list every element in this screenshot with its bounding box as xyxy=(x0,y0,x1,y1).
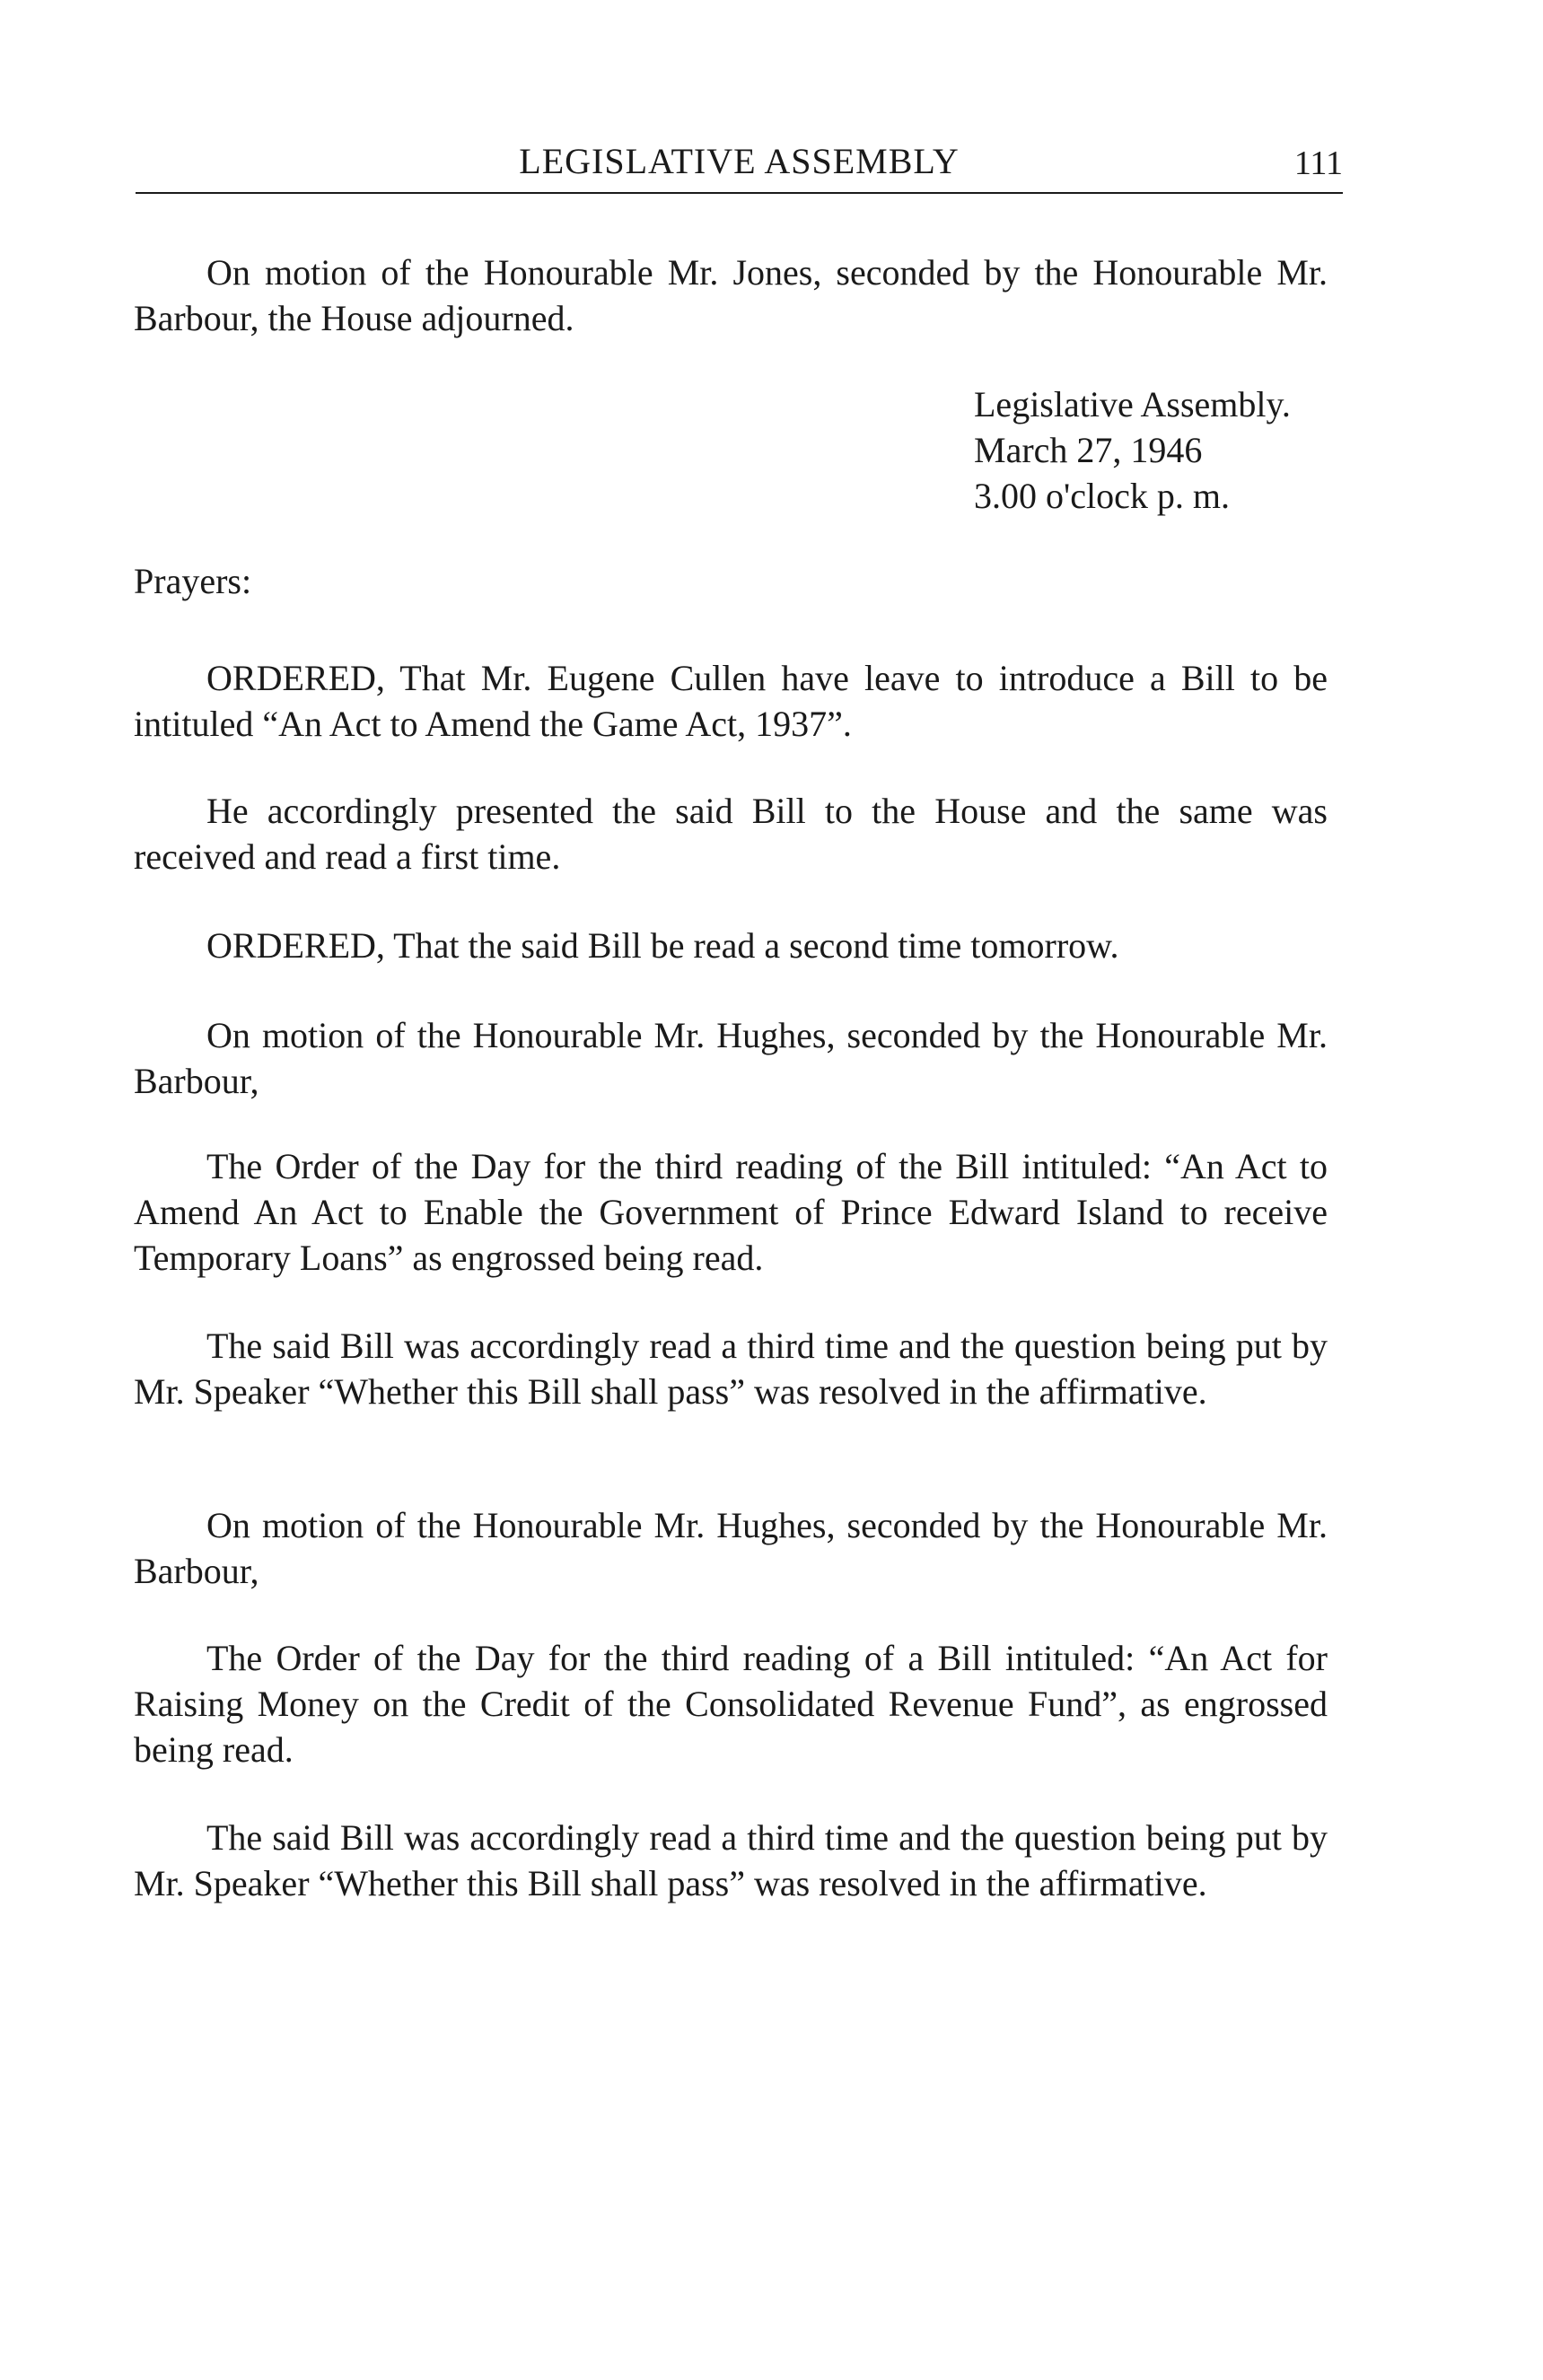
session-place: Legislative Assembly. xyxy=(974,384,1291,424)
paragraph-motion-hughes-1: On motion of the Honourable Mr. Hughes, seconded by the Honourable Mr. Barbour, xyxy=(134,1015,1328,1101)
session-time: 3.00 o'clock p. m. xyxy=(974,476,1230,516)
running-title: LEGISLATIVE ASSEMBLY xyxy=(519,141,960,181)
prayers-label: Prayers: xyxy=(134,561,252,601)
page-number: 111 xyxy=(1293,144,1343,182)
paragraph-third-reading-2: The said Bill was accordingly read a third time and the question being put by Mr. Speaker “Whether this Bill shall pass” was resolved in the affirmative. xyxy=(134,1817,1328,1903)
paragraph-third-reading-1: The said Bill was accordingly read a third time and the question being put by Mr. Speaker “Whether this Bill shall pass” was resolved in the affirmative. xyxy=(134,1326,1328,1412)
paragraph-ordered-second-reading: ORDERED, That the said Bill be read a second time tomorrow. xyxy=(206,925,1119,966)
paragraph-first-reading: He accordingly presented the said Bill to the House and the same was received and read a first time. xyxy=(134,791,1328,877)
paragraph-ordered-leave: ORDERED, That Mr. Eugene Cullen have leave to introduce a Bill to be intituled “An Act to Amend the Game Act, 1937”. xyxy=(134,658,1328,744)
paragraph-adjournment: On motion of the Honourable Mr. Jones, seconded by the Honourable Mr. Barbour, the House adjourned. xyxy=(134,252,1328,338)
page-header xyxy=(136,135,1343,194)
paragraph-motion-hughes-2: On motion of the Honourable Mr. Hughes, seconded by the Honourable Mr. Barbour, xyxy=(134,1505,1328,1591)
paragraph-order-of-day-2: The Order of the Day for the third reading of a Bill intituled: “An Act for Raising Money on the Credit of the Consolidated Revenue Fund”, as engrossed being read. xyxy=(134,1638,1328,1770)
session-dateline xyxy=(974,381,1291,519)
paragraph-order-of-day-1: The Order of the Day for the third reading of the Bill intituled: “An Act to Amend An Act to Enable the Government of Prince Edward Island to receive Temporary Loans” as engrossed being read. xyxy=(134,1146,1328,1278)
session-date: March 27, 1946 xyxy=(974,430,1203,470)
